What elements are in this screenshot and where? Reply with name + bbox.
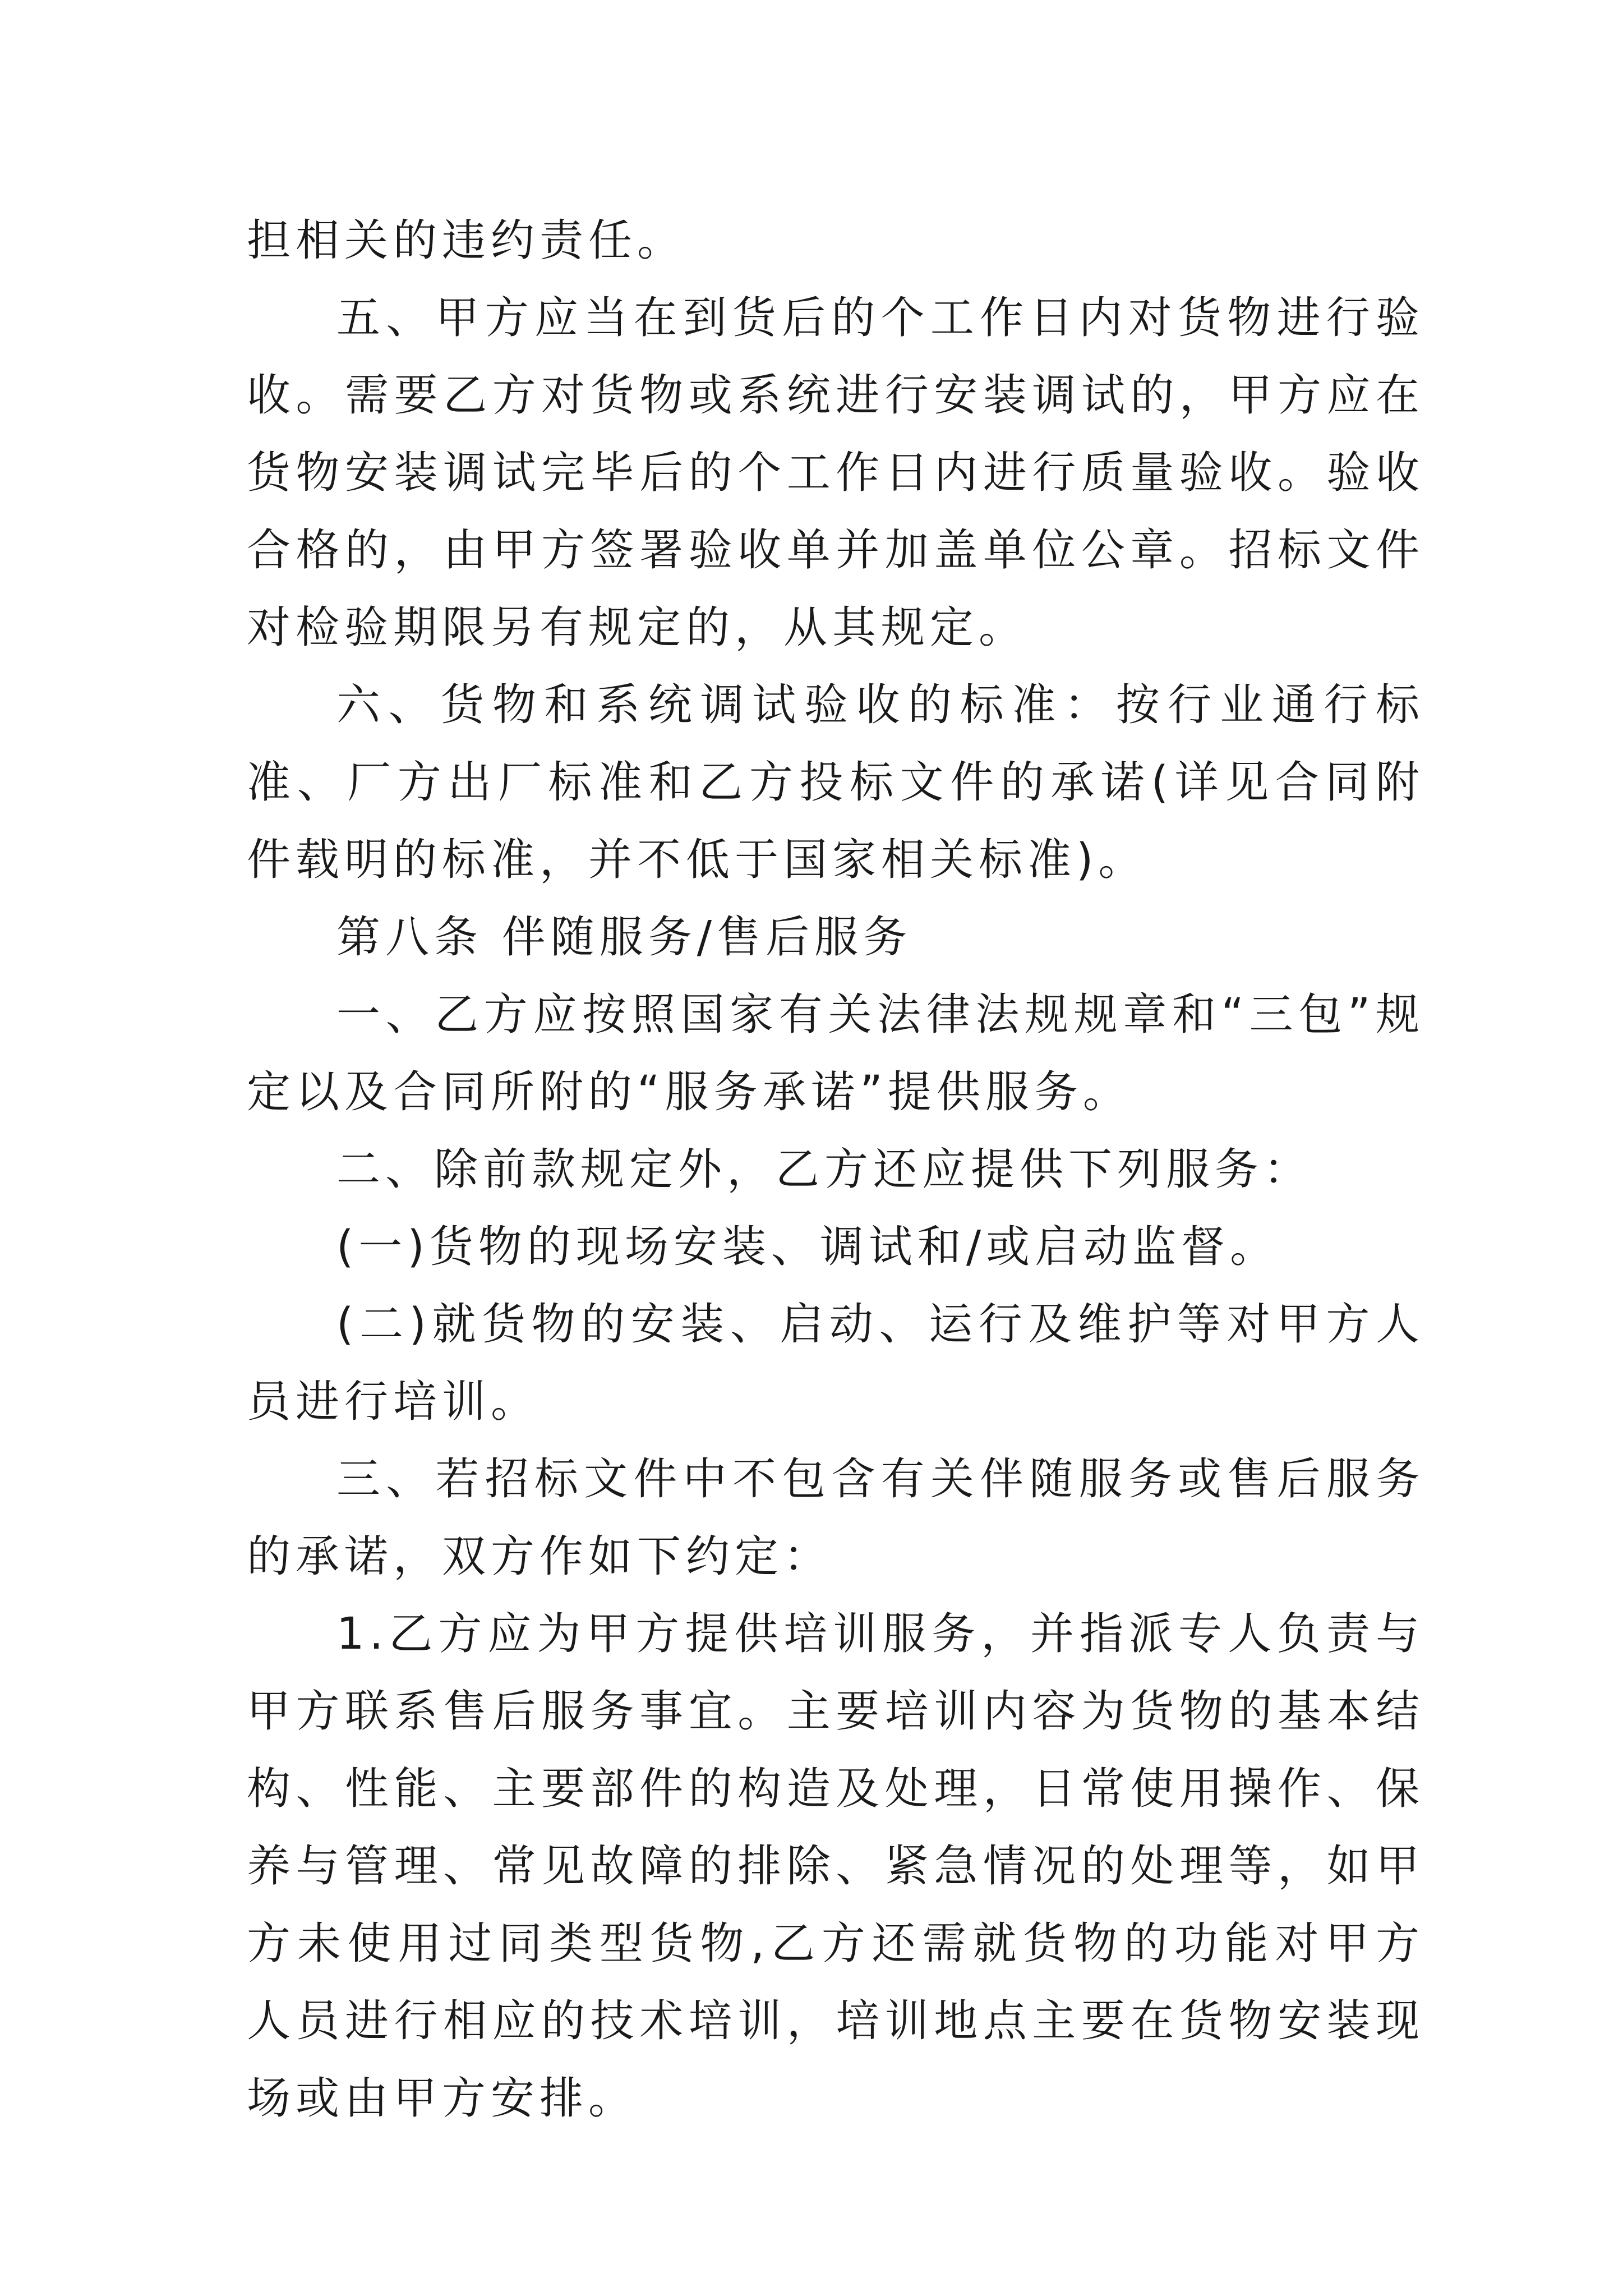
paragraph-service-provision: 一、乙方应按照国家有关法律法规规章和“三包”规定以及合同所附的“服务承诺”提供服务。 bbox=[247, 990, 1424, 1117]
paragraph-training-service: 1.乙方应为甲方提供培训服务，并指派专人负责与甲方联系售后服务事宜。主要培训内容为货物的基本结构、性能、主要部件的构造及处理，日常使用操作、保养与管理、常见故障的排除、紧急情况的处理等，如甲方未使用过同类型货物,乙方还需就货物的功能对甲方人员进行相应的技术培训，培训地点主要在货物安装现场或由甲方安排。 bbox=[247, 1609, 1424, 2124]
section-heading-article-8: 第八条 伴随服务/售后服务 bbox=[336, 912, 912, 963]
paragraph-liability-end: 担相关的违约责任。 bbox=[247, 215, 686, 266]
paragraph-agreement: 三、若招标文件中不包含有关伴随服务或售后服务的承诺，双方作如下约定： bbox=[247, 1454, 1424, 1582]
document-body bbox=[247, 202, 1424, 2137]
paragraph-additional-services: 二、除前款规定外，乙方还应提供下列服务： bbox=[336, 1144, 1313, 1195]
paragraph-acceptance-standard: 六、货物和系统调试验收的标准：按行业通行标准、厂方出厂标准和乙方投标文件的承诺(详见合同附件载明的标准，并不低于国家相关标准)。 bbox=[247, 680, 1424, 885]
list-item-training: (二)就货物的安装、启动、运行及维护等对甲方人员进行培训。 bbox=[247, 1299, 1424, 1427]
list-item-installation: (一)货物的现场安装、调试和/或启动监督。 bbox=[336, 1222, 1279, 1272]
paragraph-acceptance-inspection: 五、甲方应当在到货后的个工作日内对货物进行验收。需要乙方对货物或系统进行安装调试的，甲方应在货物安装调试完毕后的个工作日内进行质量验收。验收合格的，由甲方签署验收单并加盖单位公章。招标文件对检验期限另有规定的，从其规定。 bbox=[247, 293, 1424, 653]
